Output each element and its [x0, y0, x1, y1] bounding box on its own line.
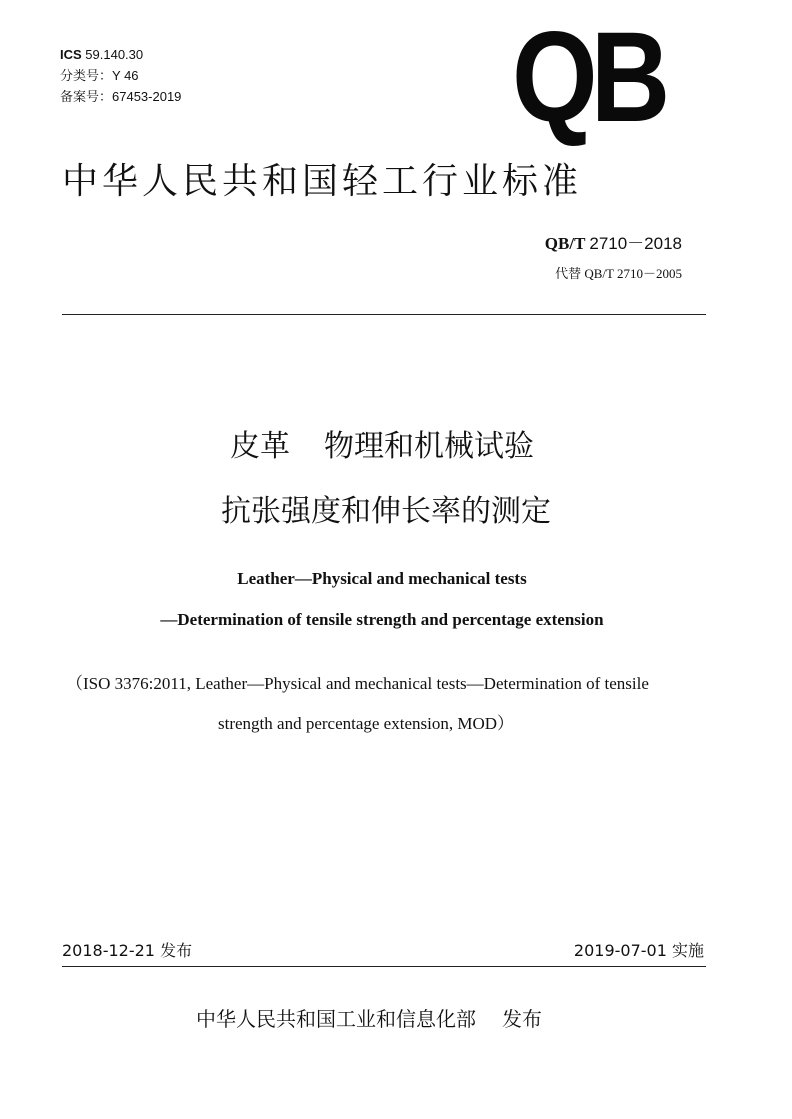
issue-label: 发布 [160, 941, 193, 960]
publisher-name: 中华人民共和国工业和信息化部 [196, 1007, 476, 1031]
standard-number-value: 2710－2018 [589, 234, 682, 253]
qb-logo: QB [512, 6, 664, 149]
iso-reference-line1: （ISO 3376:2011, Leather—Physical and mechanical tests—Determination of tensile [66, 674, 649, 693]
standard-number [545, 229, 682, 254]
replaces-label: 代替 [555, 266, 582, 281]
top-divider [62, 314, 706, 315]
ics-line [60, 44, 181, 65]
record-line [60, 86, 181, 107]
title-cn-line1 [0, 425, 778, 469]
title-cn-part-a: 皮革 [230, 429, 290, 464]
replaces-value: QB/T 2710－2005 [584, 266, 682, 281]
record-label: 备案号： [60, 89, 113, 104]
bottom-divider [62, 966, 706, 967]
publisher-action: 发布 [502, 1007, 542, 1031]
ics-value: 59.140.30 [85, 47, 144, 62]
category-line [60, 65, 181, 86]
issue-date [62, 938, 192, 961]
category-label: 分类号： [60, 68, 113, 83]
ics-label: ICS [60, 47, 82, 62]
implementation-date [574, 938, 704, 961]
record-value: 67453-2019 [112, 89, 182, 104]
title-cn-part-b: 物理和机械试验 [324, 429, 534, 464]
org-title: 中华人民共和国轻工行业标准 [62, 161, 583, 202]
replaces-line [555, 263, 682, 282]
standard-prefix: QB/T [544, 234, 586, 253]
implementation-label: 实施 [671, 941, 704, 960]
classification-block [60, 44, 181, 107]
title-en-line2: —Determination of tensile strength and percentage extension [160, 610, 604, 629]
issue-date-value: 2018-12-21 [62, 941, 155, 960]
title-en-line1: Leather—Physical and mechanical tests [237, 569, 527, 588]
publisher-line [196, 1003, 542, 1032]
category-value: Y 46 [112, 68, 139, 83]
implementation-date-value: 2019-07-01 [573, 941, 667, 960]
iso-reference-line2: strength and percentage extension, MOD） [218, 714, 514, 733]
title-cn-line2: 抗张强度和伸长率的测定 [221, 494, 551, 529]
